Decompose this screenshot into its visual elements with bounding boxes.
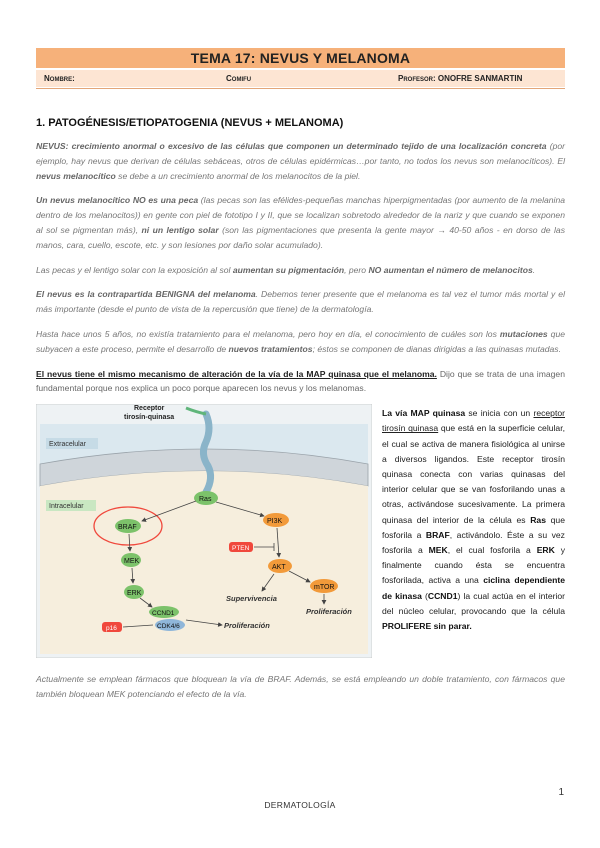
map-kinase-figure bbox=[36, 404, 372, 658]
profesor-name: ONOFRE SANMARTIN bbox=[437, 74, 523, 83]
nombre-label: Nombre: bbox=[44, 74, 75, 83]
receptor-label: Receptor bbox=[134, 405, 165, 413]
p1-bold: NEVUS: crecimiento anormal o excesivo de las células que componen un determinado tejido de una localización concreta bbox=[36, 141, 547, 151]
p3-bold2: NO aumentan el número de melanocitos bbox=[368, 264, 533, 275]
pi3k-label: PI3K bbox=[267, 518, 283, 526]
p5-text2: que subyacen a este proceso, permite el desarrollo de bbox=[36, 328, 565, 354]
p6-text: Dijo que se trata de una imagen fundamental porque nos explica un poco porque aparecen los nevus y los melanomas. bbox=[36, 368, 565, 394]
cdk46-label: CDK4/6 bbox=[157, 623, 180, 631]
mtor-label: mTOR bbox=[314, 584, 335, 592]
meta-row bbox=[36, 70, 565, 87]
figure-row bbox=[36, 404, 565, 662]
paragraph-tratamiento bbox=[36, 327, 565, 357]
section-heading: 1. PATOGÉNESIS/ETIOPATOGENIA (NEVUS + MELANOMA) bbox=[36, 117, 344, 129]
ft-1: La vía MAP quinasa bbox=[382, 408, 466, 419]
p2-text: (las pecas son las efélides-pequeñas manchas hiperpigmentadas (por aumento de la melanina dentro de los melanocitos)) en gente con piel de fototipo I y II, que se localizan sobretodo alrededor de la nariz y que cuando se exponen al sol se pigmentan más), bbox=[36, 195, 566, 235]
paragraph-benigna bbox=[36, 287, 565, 317]
profesor-label bbox=[398, 74, 522, 83]
ft-15: CCND1 bbox=[427, 590, 458, 601]
p5-bold: mutaciones bbox=[499, 328, 548, 339]
p1-text2: se debe a un crecimiento anormal de los melanocitos de la piel. bbox=[115, 170, 361, 181]
ft-10: , el cual fosforila a bbox=[447, 544, 537, 555]
p1-bold2: nevus melanocítico bbox=[36, 170, 116, 181]
p1-text: (por ejemplo, hay nevus que derivan de células sebáceas, otros de células epidérmicas…por tanto, no todos los nevus son melanocíticos). El bbox=[36, 141, 565, 166]
paragraph-peca bbox=[36, 193, 565, 252]
p4-bold: El nevus es la contrapartida BENIGNA del melanoma bbox=[36, 289, 256, 300]
p2-bold2: ni un lentigo solar bbox=[141, 224, 219, 235]
erk-label: ERK bbox=[127, 590, 142, 598]
figure-description bbox=[382, 406, 565, 634]
p4-text: . Debemos tener presente que el melanoma es tal vez el tumor más mortal y el más importante (desde el punto de vista de la repercusión que tiene) de la dermatología. bbox=[36, 289, 565, 315]
ft-3: receptor tirosín quinasa bbox=[382, 408, 565, 434]
p3-text: Las pecas y el lentigo solar con la exposición al sol bbox=[36, 264, 233, 275]
footer-subject: DERMATOLOGÍA bbox=[264, 800, 336, 810]
ft-16: ) la cual actúa en el interior del núcleo celular, provocando que la célula bbox=[382, 590, 566, 616]
supervivencia-label: Supervivencia bbox=[226, 594, 277, 604]
proliferacion-label-2: Proliferación bbox=[224, 621, 270, 631]
intracelular-label: Intracelular bbox=[49, 503, 84, 511]
mek-label: MEK bbox=[124, 558, 140, 566]
ccnd1-label: CCND1 bbox=[152, 610, 175, 618]
page-number: 1 bbox=[558, 787, 564, 798]
ft-9: MEK bbox=[428, 544, 448, 555]
p5-bold2: nuevos tratamientos bbox=[228, 343, 313, 354]
pten-label: PTEN bbox=[232, 545, 250, 553]
braf-label: BRAF bbox=[118, 524, 137, 532]
ft-13: ciclina dependiente de kinasa bbox=[382, 575, 565, 601]
ft-7: BRAF bbox=[425, 529, 450, 540]
p5-text3: ; éstos se componen de dianas dirigidas a las quinasas mutadas. bbox=[312, 343, 561, 354]
extracelular-label: Extracelular bbox=[49, 441, 86, 449]
ft-6: que fosforila a bbox=[382, 514, 565, 540]
ft-17: PROLIFERE sin parar. bbox=[382, 621, 472, 631]
ft-11: ERK bbox=[536, 544, 555, 555]
receptor-label2: tirosín-quinasa bbox=[124, 414, 175, 422]
header-divider bbox=[36, 88, 565, 89]
ft-4: que está en la superficie celular, el cual se activa de manera fisiológica al unirse a diversos ligandos. Este receptor tirosín quinasa conecta con varias quinasas del interior celular que se van fosforilando unas a otras, activándose sucesivamente. La primera quinasa del interior de la célula es bbox=[382, 423, 565, 525]
paragraph-nevus bbox=[36, 139, 565, 183]
paragraph-lentigo bbox=[36, 263, 565, 278]
p3-text3: . bbox=[532, 264, 536, 275]
ft-5: Ras bbox=[530, 514, 546, 525]
ft-2: se inicia con un bbox=[465, 408, 534, 419]
proliferacion-label-1: Proliferación bbox=[306, 607, 352, 617]
comifu-label: Comifu bbox=[226, 74, 252, 83]
ft-12: y finalmente cuando ésta se encuentra fosforilada, activa a una bbox=[382, 544, 565, 586]
page bbox=[36, 48, 565, 702]
p16-label: p16 bbox=[106, 625, 117, 633]
document-title: TEMA 17: NEVUS Y MELANOMA bbox=[36, 48, 565, 68]
paragraph-farmacos: Actualmente se emplean fármacos que bloquean la vía de BRAF. Además, se está empleando un doble tratamiento, con fármacos que también bloquean MEK potenciando el efecto de la vía. bbox=[36, 674, 565, 699]
p2-bold: Un nevus melanocítico NO es una peca bbox=[36, 195, 199, 206]
p3-text2: , pero bbox=[344, 264, 369, 275]
p3-bold: aumentan su pigmentación bbox=[232, 264, 345, 275]
pathway-diagram bbox=[36, 404, 372, 658]
p2-text2: (son las pigmentaciones que presenta la gente mayor → 40-50 años - en dorso de las manos, cara, cuello, escote, etc. y son lesiones por daño solar acumulado). bbox=[36, 224, 565, 250]
ft-14: ( bbox=[421, 590, 428, 601]
paragraph-map bbox=[36, 367, 565, 397]
p5-text: Hasta hace unos 5 años, no existía tratamiento para el melanoma, pero hoy en día, el conocimiento de cuáles son los bbox=[36, 328, 500, 339]
ras-label: Ras bbox=[199, 496, 212, 504]
profesor-key: Profesor: bbox=[398, 74, 436, 83]
ft-8: , activándolo. Éste a su vez fosforila a bbox=[382, 529, 565, 555]
p6-bold: El nevus tiene el mismo mecanismo de alteración de la vía de la MAP quinasa que el melanoma. bbox=[36, 368, 437, 379]
akt-label: AKT bbox=[272, 564, 286, 572]
